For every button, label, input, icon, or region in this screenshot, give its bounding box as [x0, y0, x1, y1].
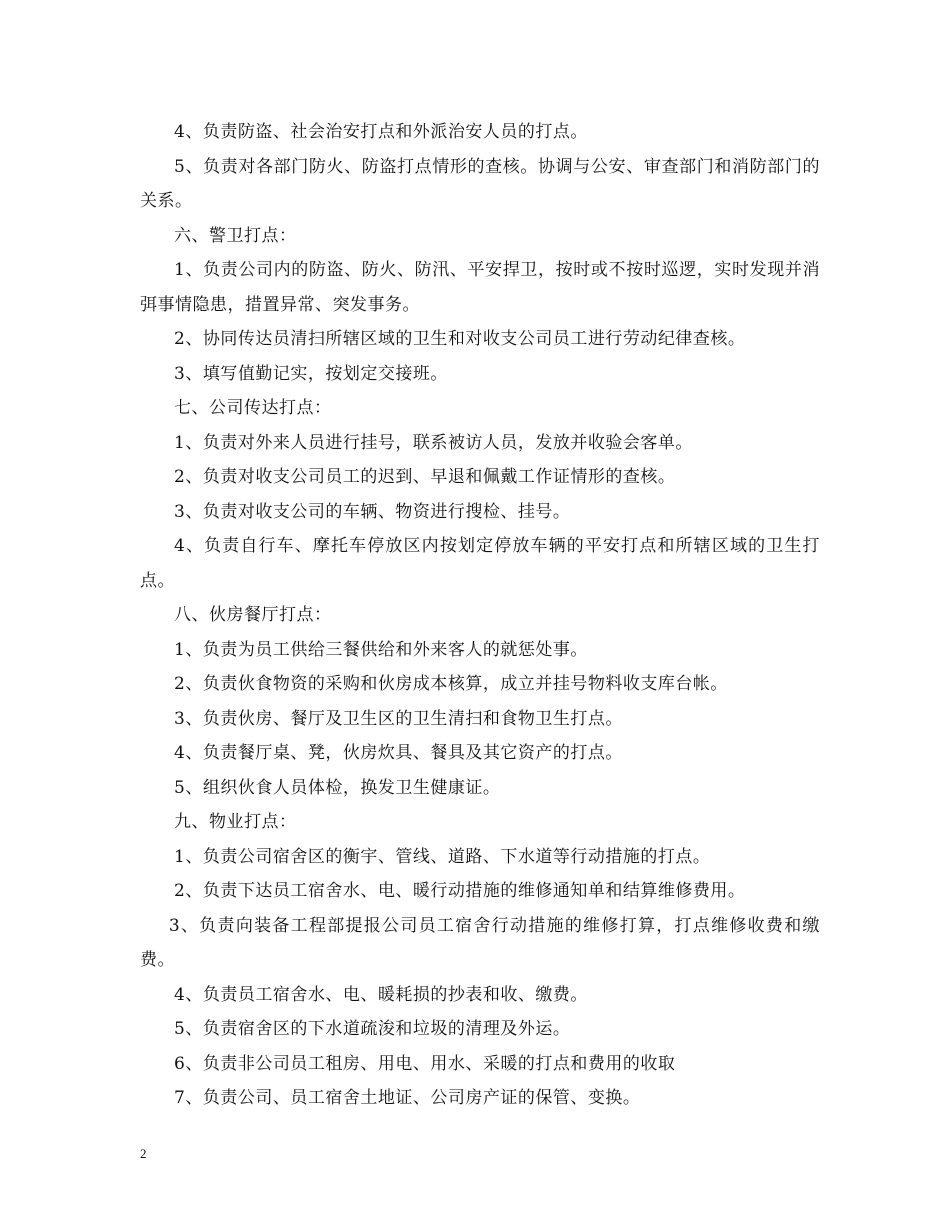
paragraph: 5、负责对各部门防火、防盗打点情形的查核。协调与公安、审查部门和消防部门的关系。 — [140, 156, 820, 211]
paragraph: 1、负责对外来人员进行挂号，联系被访人员，发放并收验会客单。 — [174, 432, 693, 453]
paragraph: 2、负责对收支公司员工的迟到、早退和佩戴工作证情形的查核。 — [174, 467, 676, 487]
page-number: 2 — [140, 1146, 147, 1161]
paragraph: 4、负责自行车、摩托车停放区内按划定停放车辆的平安打点和所辖区域的卫生打点。 — [140, 536, 820, 591]
paragraph: 5、负责宿舍区的下水道疏浚和垃圾的清理及外运。 — [174, 1019, 571, 1039]
paragraph: 5、组织伙食人员体检，换发卫生健康证。 — [174, 777, 501, 798]
section-heading: 七、公司传达打点： — [174, 398, 332, 418]
paragraph: 4、负责员工宿舍水、电、暖耗损的抄表和收、缴费。 — [174, 984, 588, 1005]
paragraph: 3、负责伙房、餐厅及卫生区的卫生清扫和食物卫生打点。 — [174, 708, 623, 729]
paragraph: 7、负责公司、员工宿舍土地证、公司房产证的保管、变换。 — [174, 1088, 641, 1108]
section-heading: 九、物业打点： — [174, 812, 297, 832]
paragraph: 3、填写值勤记实，按划定交接班。 — [174, 363, 448, 384]
paragraph: 6、负责非公司员工租房、用电、用水、采暖的打点和费用的收取 — [174, 1053, 676, 1074]
paragraph: 1、负责公司宿舍区的衡宇、管线、道路、下水道等行动措施的打点。 — [174, 846, 711, 867]
paragraph: 2、负责伙食物资的采购和伙房成本核算，成立并挂号物料收支库台帐。 — [174, 674, 728, 694]
section-heading: 八、伙房餐厅打点： — [174, 605, 332, 625]
paragraph: 4、负责餐厅桌、凳，伙房炊具、餐具及其它资产的打点。 — [174, 743, 623, 763]
paragraph: 2、负责下达员工宿舍水、电、暖行动措施的维修通知单和结算维修费用。 — [174, 881, 746, 901]
paragraph: 4、负责防盗、社会治安打点和外派治安人员的打点。 — [174, 122, 588, 142]
section-heading: 六、警卫打点： — [174, 225, 297, 246]
paragraph: 1、负责公司内的防盗、防火、防汛、平安捍卫，按时或不按时巡逻，实时发现并消弭事情隐患，措置异常、突发事务。 — [140, 260, 820, 315]
paragraph: 1、负责为员工供给三餐供给和外来客人的就惩处事。 — [174, 639, 588, 660]
paragraph: 3、负责向装备工程部提报公司员工宿舍行动措施的维修打算，打点维修收费和缴费。 — [140, 915, 820, 970]
paragraph: 3、负责对收支公司的车辆、物资进行搜检、挂号。 — [174, 501, 571, 522]
paragraph: 2、协同传达员清扫所辖区域的卫生和对收支公司员工进行劳动纪律查核。 — [174, 329, 746, 349]
document-body — [140, 115, 820, 1116]
